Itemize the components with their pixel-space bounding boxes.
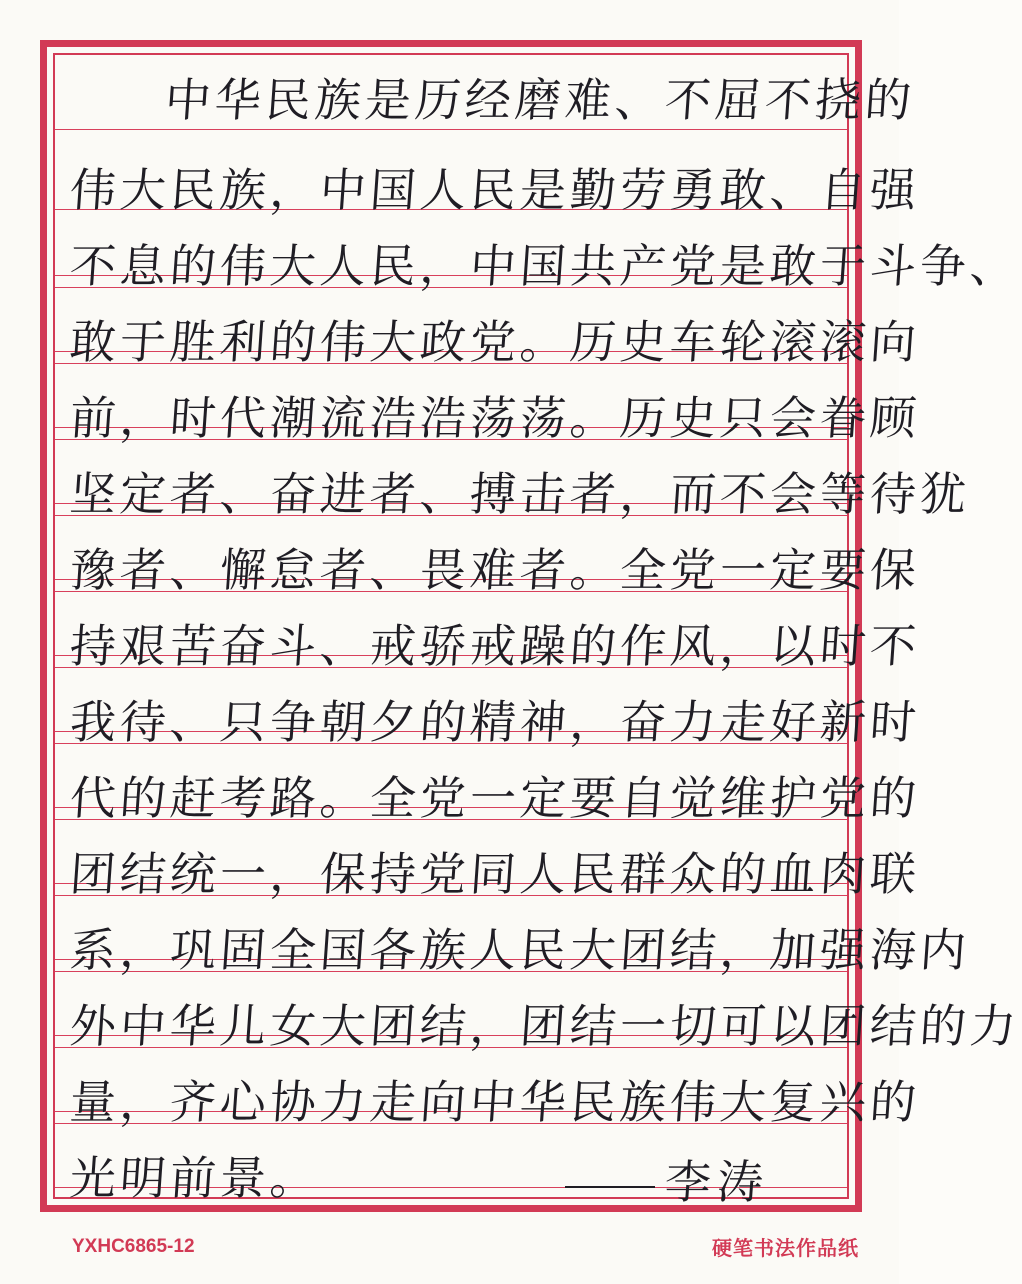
text-line: 代的赶考路。全党一定要自觉维护党的 bbox=[68, 771, 922, 825]
text-line: 敢于胜利的伟大政党。历史车轮滚滚向 bbox=[68, 315, 922, 369]
product-code: YXHC6865-12 bbox=[72, 1236, 195, 1257]
signature-dash bbox=[565, 1186, 655, 1188]
paper-title: 硬笔书法作品纸 bbox=[712, 1236, 859, 1260]
text-line: 团结统一，保持党同人民群众的血肉联 bbox=[68, 847, 922, 901]
text-line: 中华民族是历经磨难、不屈不挠的 bbox=[163, 73, 917, 127]
text-line: 前，时代潮流浩浩荡荡。历史只会眷顾 bbox=[68, 391, 922, 445]
text-line: 坚定者、奋进者、搏击者，而不会等待犹 bbox=[68, 467, 972, 521]
text-line: 光明前景。 bbox=[68, 1151, 322, 1205]
signature: 李涛 bbox=[663, 1155, 771, 1209]
text-line: 伟大民族，中国人民是勤劳勇敢、自强 bbox=[68, 163, 922, 217]
text-line: 系，巩固全国各族人民大团结，加强海内 bbox=[68, 923, 972, 977]
text-line: 豫者、懈怠者、畏难者。全党一定要保 bbox=[68, 543, 922, 597]
text-line: 持艰苦奋斗、戒骄戒躁的作风，以时不 bbox=[68, 619, 922, 673]
text-line: 外中华儿女大团结，团结一切可以团结的力 bbox=[68, 999, 1022, 1053]
text-line: 我待、只争朝夕的精神，奋力走好新时 bbox=[68, 695, 922, 749]
text-line: 量，齐心协力走向中华民族伟大复兴的 bbox=[68, 1075, 922, 1129]
text-line: 不息的伟大人民，中国共产党是敢于斗争、 bbox=[68, 239, 1022, 293]
